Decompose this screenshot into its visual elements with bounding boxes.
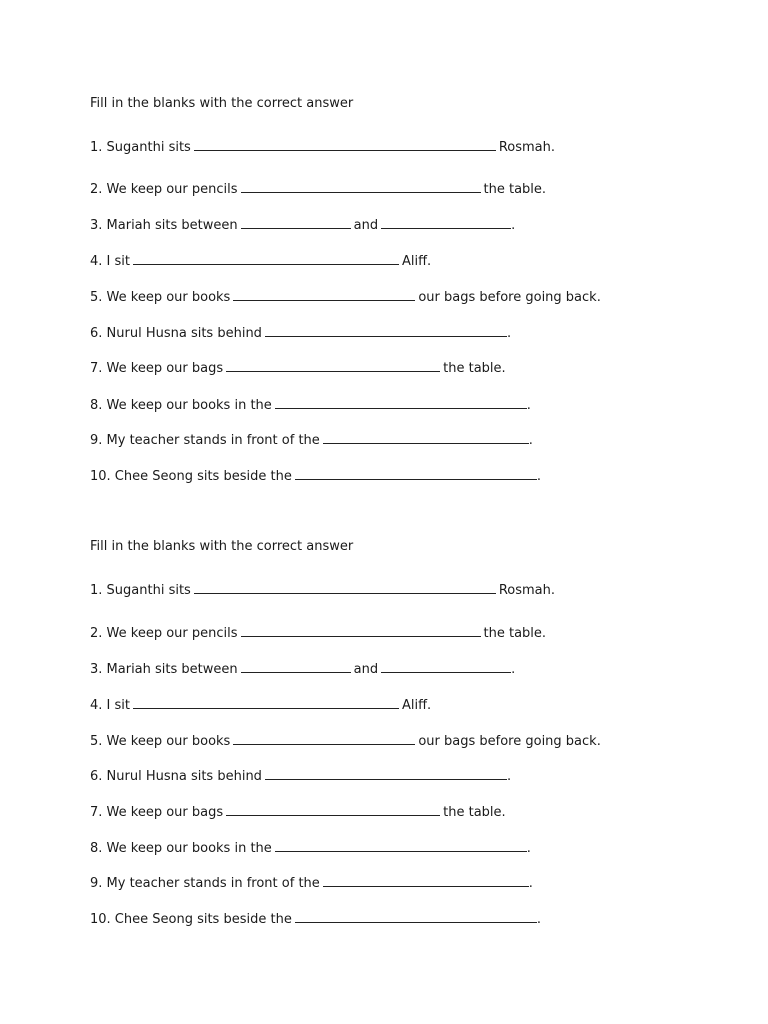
- answer-blank[interactable]: [194, 137, 496, 151]
- question-2: [90, 179, 546, 197]
- question-text: 9. My teacher stands in front of the: [90, 433, 320, 448]
- question-text: 7. We keep our bags: [90, 805, 224, 820]
- question-text: 4. I sit: [90, 698, 130, 713]
- question-8: [90, 395, 531, 413]
- worksheet-title: Fill in the blanks with the correct answer: [90, 96, 354, 111]
- question-text: 10. Chee Seong sits beside the: [90, 469, 292, 484]
- answer-blank[interactable]: [265, 323, 507, 337]
- question-text: 6. Nurul Husna sits behind: [90, 326, 262, 341]
- question-3: [90, 215, 515, 233]
- question-text-end: our bags before going back.: [418, 290, 601, 305]
- question-text-end: the table.: [443, 361, 506, 376]
- question-text-end: .: [526, 398, 531, 413]
- answer-blank[interactable]: [241, 179, 481, 193]
- answer-blank[interactable]: [323, 430, 529, 444]
- answer-blank[interactable]: [233, 287, 415, 301]
- question-7: [90, 358, 506, 376]
- question-text-end: .: [506, 769, 512, 784]
- answer-blank[interactable]: [295, 466, 537, 480]
- question-text: 8. We keep our books in the: [90, 841, 272, 856]
- answer-blank-2[interactable]: [381, 215, 511, 229]
- answer-blank[interactable]: [194, 580, 496, 594]
- question-text-end: Rosmah.: [498, 583, 556, 598]
- question-1: [90, 580, 555, 598]
- question-4: [90, 251, 431, 269]
- question-9: [90, 873, 533, 891]
- answer-blank[interactable]: [275, 838, 527, 852]
- question-8: [90, 838, 531, 856]
- question-text: 3. Mariah sits between: [90, 218, 238, 233]
- answer-blank[interactable]: [295, 909, 537, 923]
- question-5: [90, 731, 601, 749]
- question-text: 9. My teacher stands in front of the: [90, 876, 320, 891]
- answer-blank[interactable]: [241, 623, 481, 637]
- question-text-end: .: [528, 433, 533, 448]
- question-text: 2. We keep our pencils: [90, 182, 238, 197]
- question-text-mid: and: [353, 662, 379, 677]
- question-text: 3. Mariah sits between: [90, 662, 238, 677]
- answer-blank[interactable]: [233, 731, 415, 745]
- answer-blank[interactable]: [226, 358, 440, 372]
- question-text: 7. We keep our bags: [90, 361, 224, 376]
- question-text-end: .: [528, 876, 533, 891]
- question-text-end: Aliff.: [401, 254, 432, 269]
- question-text-end: Aliff.: [401, 698, 432, 713]
- question-text-end: the table.: [483, 626, 547, 641]
- question-text-end: our bags before going back.: [418, 734, 601, 749]
- answer-blank-2[interactable]: [381, 659, 511, 673]
- question-text: 1. Suganthi sits: [90, 583, 191, 598]
- question-text-end: .: [511, 218, 516, 233]
- answer-blank[interactable]: [275, 395, 527, 409]
- question-text-end: .: [536, 469, 541, 484]
- question-7: [90, 802, 506, 820]
- question-6: [90, 323, 511, 341]
- question-text: 8. We keep our books in the: [90, 398, 272, 413]
- answer-blank-1[interactable]: [241, 215, 351, 229]
- question-10: [90, 909, 541, 927]
- question-1: [90, 137, 555, 155]
- question-text: 5. We keep our books: [90, 734, 231, 749]
- question-2: [90, 623, 546, 641]
- worksheet-title: Fill in the blanks with the correct answer: [90, 539, 354, 554]
- answer-blank[interactable]: [323, 873, 529, 887]
- answer-blank[interactable]: [133, 695, 399, 709]
- question-text-end: .: [506, 326, 512, 341]
- question-5: [90, 287, 601, 305]
- question-text: 5. We keep our books: [90, 290, 231, 305]
- question-6: [90, 766, 511, 784]
- question-text-mid: and: [353, 218, 379, 233]
- question-text: 6. Nurul Husna sits behind: [90, 769, 262, 784]
- question-text-end: the table.: [483, 182, 547, 197]
- question-10: [90, 466, 541, 484]
- worksheet-1: [90, 95, 710, 484]
- answer-blank[interactable]: [226, 802, 440, 816]
- question-text-end: .: [526, 841, 531, 856]
- worksheet-2: [90, 538, 710, 927]
- answer-blank-1[interactable]: [241, 659, 351, 673]
- question-text-end: .: [511, 662, 516, 677]
- question-text-end: .: [536, 912, 541, 927]
- question-3: [90, 659, 515, 677]
- question-text: 4. I sit: [90, 254, 130, 269]
- answer-blank[interactable]: [133, 251, 399, 265]
- question-text: 1. Suganthi sits: [90, 140, 191, 155]
- question-text-end: the table.: [443, 805, 506, 820]
- question-9: [90, 430, 533, 448]
- question-text-end: Rosmah.: [498, 140, 556, 155]
- question-text: 2. We keep our pencils: [90, 626, 238, 641]
- answer-blank[interactable]: [265, 766, 507, 780]
- question-4: [90, 695, 431, 713]
- question-text: 10. Chee Seong sits beside the: [90, 912, 292, 927]
